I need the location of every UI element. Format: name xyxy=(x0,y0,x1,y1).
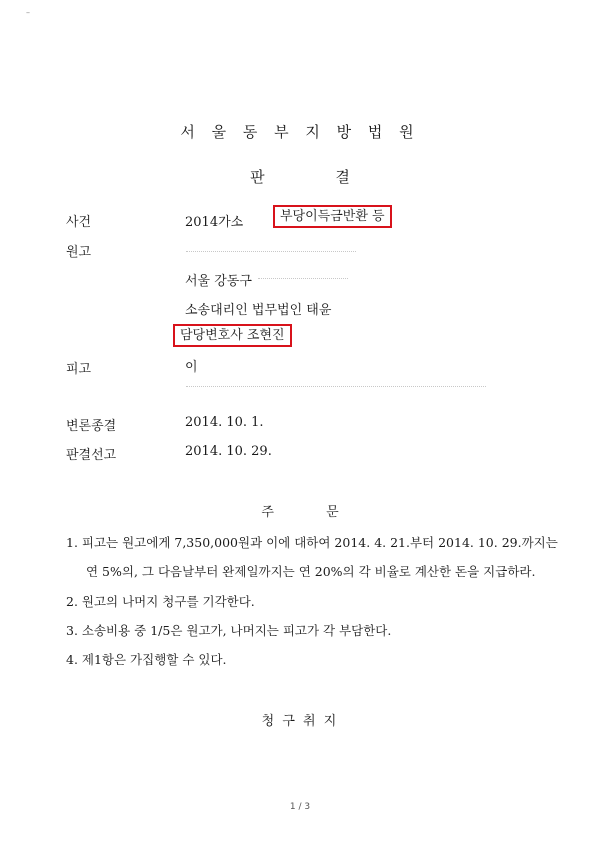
redaction-mark xyxy=(186,386,486,389)
defendant-name: 이 xyxy=(185,360,198,375)
plaintiff-attorney-firm: 소송대리인 법무법인 태윤 xyxy=(185,303,332,318)
case-name: 부당이득금반환 등 xyxy=(273,205,392,228)
plaintiff-attorney-lawyer: 담당변호사 조현진 xyxy=(173,324,292,347)
order-item: 2. 원고의 나머지 청구를 기각한다. xyxy=(66,594,255,609)
plaintiff-label: 원고 xyxy=(66,245,92,260)
order-item: 1. 피고는 원고에게 7,350,000원과 이에 대하여 2014. 4. 21.부터 2014. 10. 29.까지는 xyxy=(66,535,558,550)
document-type: 판 결 xyxy=(250,168,350,186)
case-number: 2014가소 xyxy=(185,215,244,230)
order-item: 4. 제1항은 가집행할 수 있다. xyxy=(66,652,227,667)
redaction-mark xyxy=(186,251,356,254)
court-name: 서 울 동 부 지 방 법 원 xyxy=(180,123,420,141)
order-item: 3. 소송비용 중 1/5은 원고가, 나머지는 피고가 각 부담한다. xyxy=(66,623,392,638)
case-label: 사건 xyxy=(66,215,92,230)
page-number: 1 / 3 xyxy=(289,802,311,812)
order-item-continuation: 연 5%의, 그 다음날부터 완제일까지는 연 20%의 각 비율로 계산한 돈을 지급하라. xyxy=(86,564,536,579)
judgment-date-label: 판결선고 xyxy=(66,448,117,463)
closing-argument-label: 변론종결 xyxy=(66,419,117,434)
attorney-lawyer-highlight xyxy=(173,324,292,343)
claim-heading: 청 구 취 지 xyxy=(261,714,339,729)
plaintiff-address: 서울 강동구 xyxy=(185,274,252,289)
order-heading: 주 문 xyxy=(261,505,339,520)
judgment-date: 2014. 10. 29. xyxy=(185,444,272,459)
corner-mark: – xyxy=(26,8,30,17)
closing-argument-date: 2014. 10. 1. xyxy=(185,415,264,430)
defendant-label: 피고 xyxy=(66,362,92,377)
case-name-highlight xyxy=(273,205,392,224)
redaction-mark xyxy=(258,278,348,281)
